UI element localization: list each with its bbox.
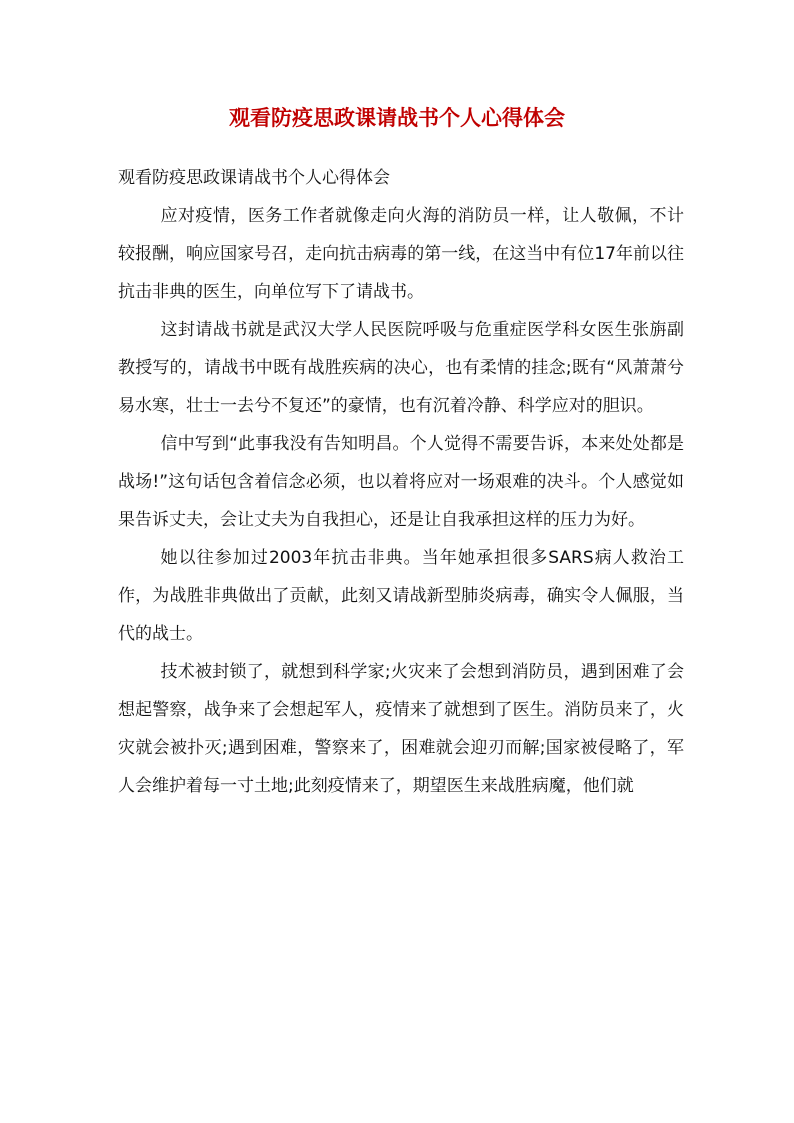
document-subtitle: 观看防疫思政课请战书个人心得体会 <box>118 168 390 188</box>
paragraph: 应对疫情，医务工作者就像走向火海的消防员一样，让人敬佩，不计较报酬，响应国家号召，走向抗击病毒的第一线，在这当中有位17年前以往抗击非典的医生，向单位写下了请战书。 <box>118 206 684 302</box>
document-title: 观看防疫思政课请战书个人心得体会 <box>229 105 565 130</box>
paragraph: 这封请战书就是武汉大学人民医院呼吸与危重症医学科女医生张旃副教授写的，请战书中既有战胜疾病的决心，也有柔情的挂念;既有“风萧萧兮易水寒，壮士一去兮不复还”的豪情，也有沉着冷静、科学应对的胆识。 <box>118 320 684 416</box>
document-body <box>118 159 684 805</box>
paragraph: 她以往参加过2003年抗击非典。当年她承担很多SARS病人救治工作，为战胜非典做出了贡献，此刻又请战新型肺炎病毒，确实令人佩服，当代的战士。 <box>118 548 684 644</box>
paragraph: 信中写到“此事我没有告知明昌。个人觉得不需要告诉，本来处处都是战场!”这句话包含着信念必须，也以着将应对一场艰难的决斗。个人感觉如果告诉丈夫，会让丈夫为自我担心，还是让自我承担这样的压力为好。 <box>118 434 684 530</box>
paragraph: 技术被封锁了，就想到科学家;火灾来了会想到消防员，遇到困难了会想起警察，战争来了会想起军人，疫情来了就想到了医生。消防员来了，火灾就会被扑灭;遇到困难，警察来了，困难就会迎刃而解;国家被侵略了，军人会维护着每一寸土地;此刻疫情来了，期望医生来战胜病魔，他们就 <box>118 662 684 796</box>
